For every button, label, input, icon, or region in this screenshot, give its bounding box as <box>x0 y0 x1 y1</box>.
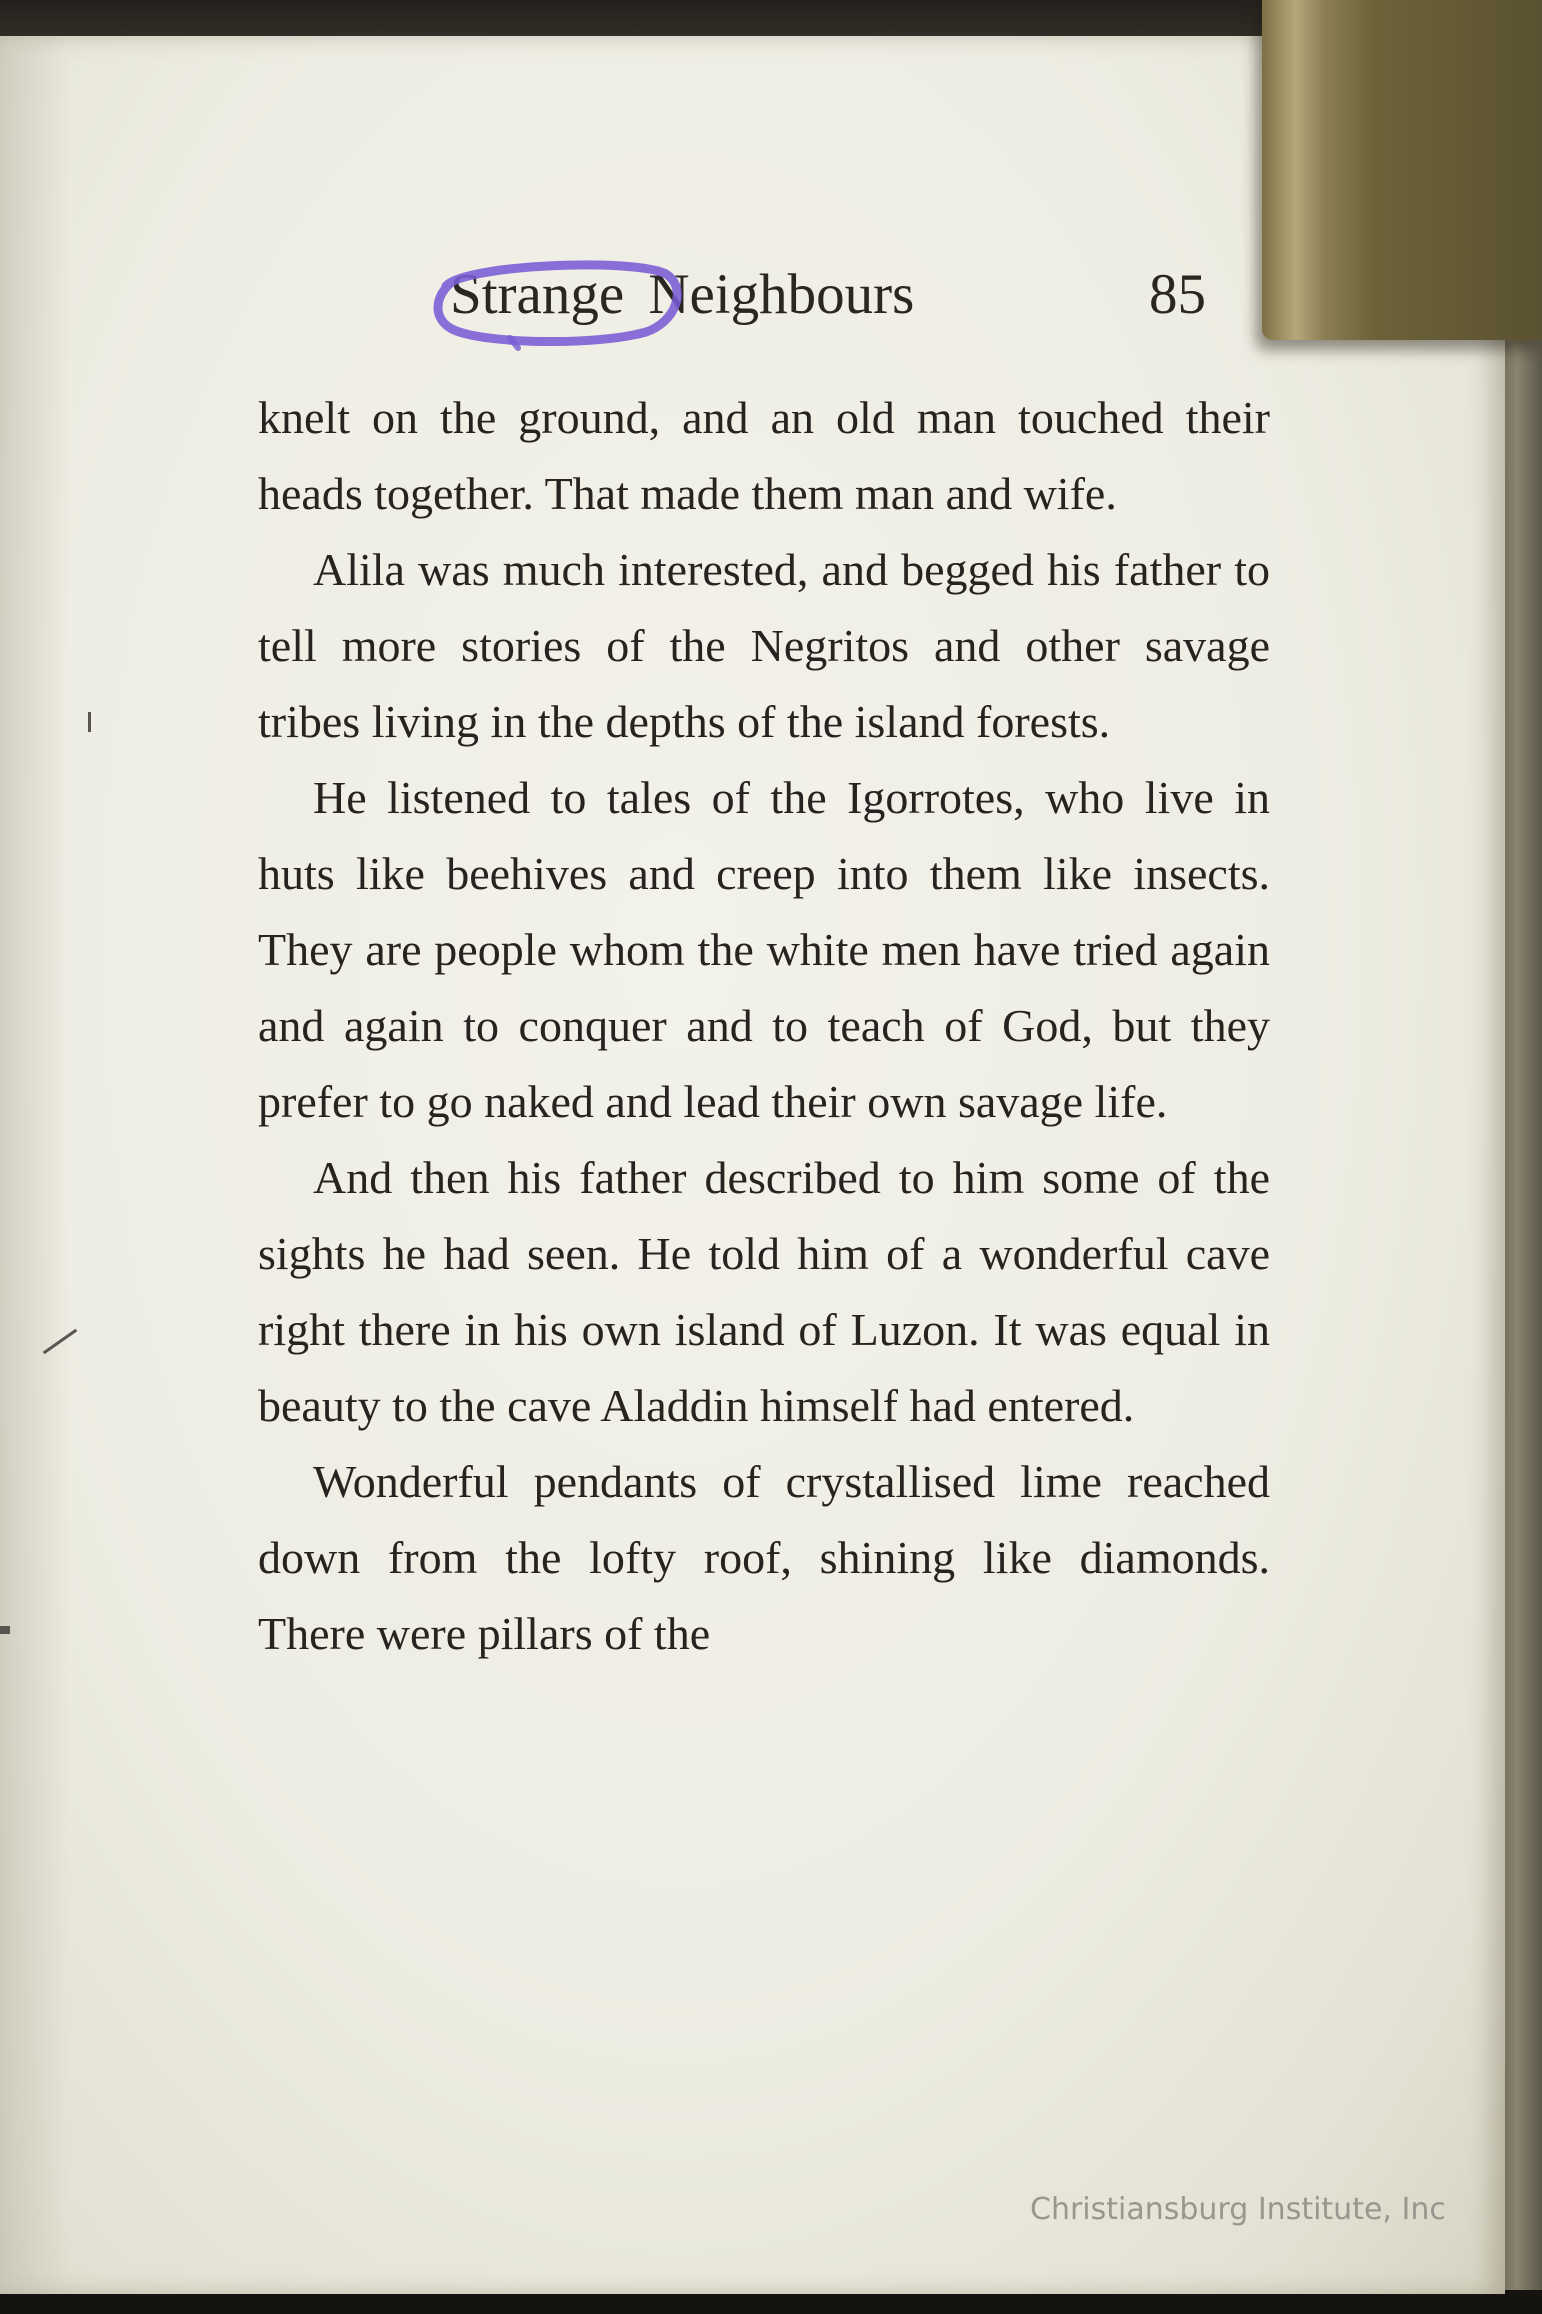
paragraph: knelt on the ground, and an old man touched their heads together. That made them man and wife. <box>258 392 1270 519</box>
paragraph: Alila was much interested, and begged his father to tell more stories of the Negritos and other savage tribes living in the depths of the island forests. <box>258 544 1270 747</box>
circled-word-text: Strange <box>450 263 625 326</box>
paragraph: And then his father described to him some of the sights he had seen. He told him of a wonderful cave right there in his own island of Luzon. It was equal in beauty to the cave Aladdin himself had entered. <box>258 1152 1270 1431</box>
title-text: Neighbours <box>648 263 915 326</box>
page-number: 85 <box>1149 263 1206 326</box>
watermark: Christiansburg Institute, Inc <box>1030 2192 1446 2227</box>
margin-mark <box>88 712 91 732</box>
paragraph: Wonderful pendants of crystallised lime reached down from the lofty roof, shining like diamonds. There were pillars of the <box>258 1456 1270 1659</box>
margin-mark <box>0 1626 10 1634</box>
ink-circle-mark <box>426 256 686 348</box>
running-title <box>440 262 914 327</box>
circled-word <box>440 262 634 327</box>
binder-clip <box>1262 0 1542 340</box>
background-right <box>1500 0 1542 2314</box>
paragraph: He listened to tales of the Igorrotes, who live in huts like beehives and creep into them like insects. They are people whom the white men have tried again and again to conquer and to teach of God, but they prefer to go naked and lead their own savage life. <box>258 772 1270 1127</box>
page-gutter-shadow <box>0 36 70 2294</box>
running-header <box>440 262 1220 342</box>
body-text <box>258 380 1270 1672</box>
